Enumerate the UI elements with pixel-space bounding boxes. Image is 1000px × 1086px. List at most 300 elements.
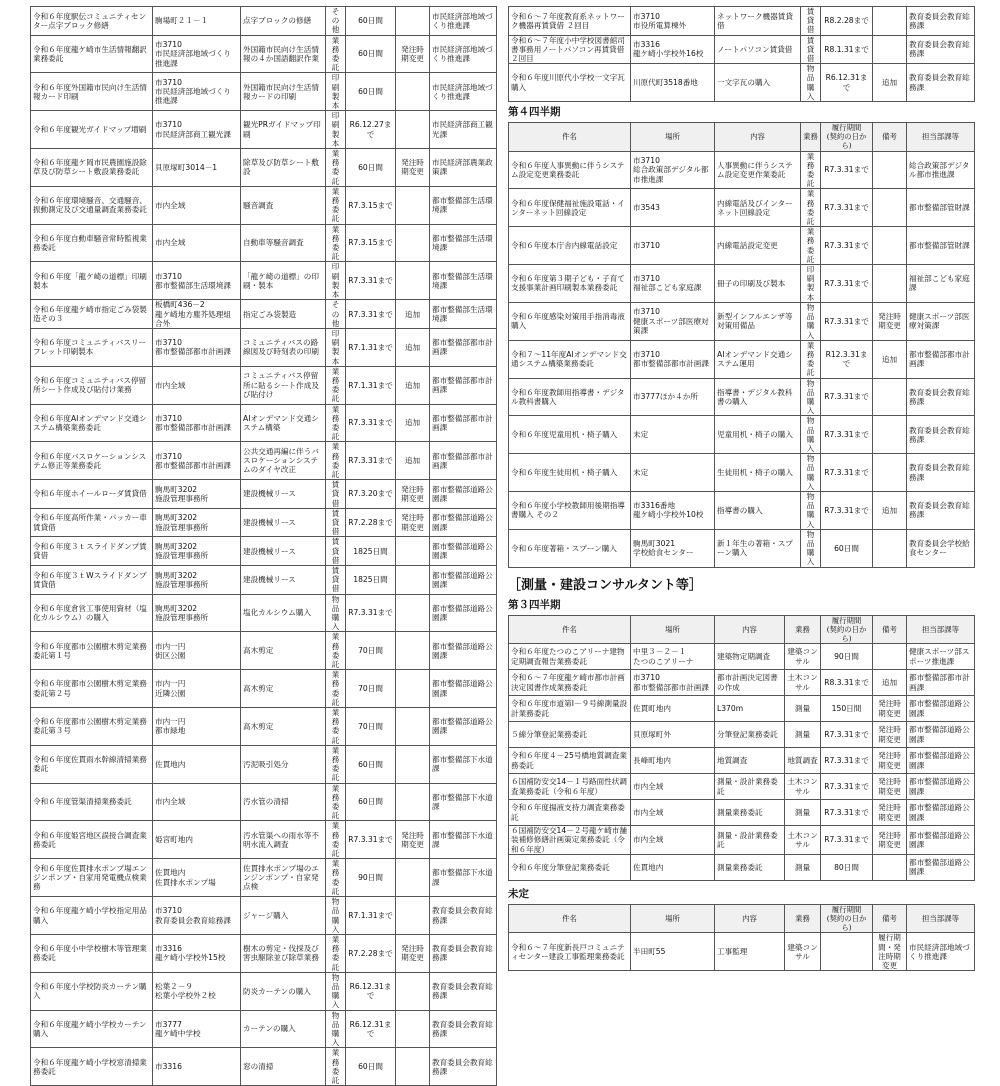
cell-content: 汚泥吸引処分 bbox=[241, 745, 326, 783]
cell-content: 除草及び防草シート敷設 bbox=[241, 149, 326, 187]
cell-content: 指導書・デジタル教科書の購入 bbox=[715, 378, 801, 416]
cell-type: 業務委託 bbox=[326, 745, 346, 783]
cell-type: 印刷製本 bbox=[326, 262, 346, 300]
cell-name: 令和６年度倉営工事使用資材（塩化カルシウム）の購入 bbox=[31, 594, 153, 632]
header-note: 備考 bbox=[873, 123, 907, 152]
cell-dept: 都市整備部生活環境課 bbox=[430, 300, 497, 329]
cell-type: 土木コンサル bbox=[785, 826, 821, 855]
cell-type: 賃貸借 bbox=[326, 565, 346, 594]
cell-dept: 都市整備部下水道課 bbox=[430, 859, 497, 897]
cell-type: 業務委託 bbox=[326, 35, 346, 73]
cell-place: 市内一円 街区公園 bbox=[153, 632, 241, 670]
cell-dept: 都市整備部道路公園課 bbox=[430, 708, 497, 746]
table-row bbox=[31, 670, 497, 708]
header-dept: 担当部課等 bbox=[907, 904, 975, 933]
cell-type: 業務委託 bbox=[326, 783, 346, 821]
cell-content: AIオンデマンド交通システム運用 bbox=[715, 340, 801, 378]
cell-place: 市内全域 bbox=[153, 366, 241, 404]
cell-name: 令和６年度本庁舎内線電話設定 bbox=[509, 227, 631, 265]
cell-period: R7.3.31まで bbox=[821, 800, 873, 826]
cell-place: 市3777ほか４か所 bbox=[631, 378, 715, 416]
cell-content: 内線電話及びインターネット回線設定 bbox=[715, 189, 801, 227]
header-row bbox=[509, 615, 975, 644]
cell-period: 60日間 bbox=[346, 745, 396, 783]
cell-period: 60日間 bbox=[346, 783, 396, 821]
table-row bbox=[509, 454, 975, 492]
cell-place: 川原代町3518番地 bbox=[631, 64, 715, 102]
cell-note: 発注時期変更 bbox=[396, 480, 430, 509]
cell-period: R7.3.31まで bbox=[821, 416, 873, 454]
table-row bbox=[31, 897, 497, 935]
cell-period: 70日間 bbox=[346, 708, 396, 746]
cell-type: 業務委託 bbox=[326, 934, 346, 972]
cell-name: 令和６年度AIオンデマンド交通システム構築業務委託 bbox=[31, 404, 153, 442]
cell-place: 市3543 bbox=[631, 189, 715, 227]
cell-note bbox=[396, 859, 430, 897]
cell-dept: 健康スポーツ部医療対策課 bbox=[907, 302, 975, 340]
cell-period: 1825日間 bbox=[346, 537, 396, 566]
table-row bbox=[31, 632, 497, 670]
table-row bbox=[509, 340, 975, 378]
cell-place: 半田町55 bbox=[631, 933, 715, 971]
table-row bbox=[31, 300, 497, 329]
cell-period: R7.3.31まで bbox=[821, 378, 873, 416]
cell-content: 騒音調査 bbox=[241, 186, 326, 224]
cell-dept: 都市整備部下水道課 bbox=[430, 821, 497, 859]
cell-dept: 市民経済部農業政策課 bbox=[430, 149, 497, 187]
cell-period bbox=[821, 933, 873, 971]
cell-type: 業務委託 bbox=[326, 404, 346, 442]
cell-dept: 市民経済部地域づくり推進課 bbox=[430, 7, 497, 36]
cell-place: 市3710 教育委員会教育総務課 bbox=[153, 897, 241, 935]
cell-note bbox=[873, 378, 907, 416]
table-row bbox=[509, 227, 975, 265]
cell-dept: 教育委員会教育総務課 bbox=[430, 934, 497, 972]
table-row bbox=[31, 821, 497, 859]
cell-content: コミュニティバス停留所に貼るシート作成及び貼付け bbox=[241, 366, 326, 404]
cell-dept: 都市整備部生活環境課 bbox=[430, 186, 497, 224]
cell-dept: 都市整備部道路公園課 bbox=[430, 508, 497, 537]
cell-note bbox=[873, 854, 907, 880]
table-row bbox=[509, 7, 975, 36]
table-row bbox=[509, 774, 975, 800]
cell-content: 外国籍市民向け生活情報の４か国語翻訳作業 bbox=[241, 35, 326, 73]
cell-period: R7.3.20まで bbox=[346, 480, 396, 509]
cell-name: 令和６年度都市公園樹木剪定業務委託第２号 bbox=[31, 670, 153, 708]
cell-place: 姫宮町地内 bbox=[153, 821, 241, 859]
cell-type: その他 bbox=[326, 7, 346, 36]
cell-place: 市3316番地 龍ケ崎小学校外10校 bbox=[631, 491, 715, 529]
table-row bbox=[31, 934, 497, 972]
cell-place: 佐貫地内 佐貫排水ポンプ場 bbox=[153, 859, 241, 897]
cell-type: 賃貸借 bbox=[801, 7, 821, 36]
cell-place: 駒馬町3202 施設管理事務所 bbox=[153, 508, 241, 537]
cell-note bbox=[396, 111, 430, 149]
cell-period: R7.2.28まで bbox=[346, 934, 396, 972]
cell-note: 追加 bbox=[396, 404, 430, 442]
quarter4-table bbox=[508, 122, 975, 568]
cell-note bbox=[396, 73, 430, 111]
cell-place: 市3316 龍ケ崎小学校外16校 bbox=[631, 35, 715, 64]
cell-name: 令和６年度第３期子ども・子育て支援事業計画印刷製本業務委託 bbox=[509, 265, 631, 303]
cell-period: R6.12.27まで bbox=[346, 111, 396, 149]
table-row bbox=[31, 262, 497, 300]
header-name: 件名 bbox=[509, 615, 631, 644]
cell-type: 業務委託 bbox=[326, 632, 346, 670]
cell-content: 内線電話設定変更 bbox=[715, 227, 801, 265]
cell-note bbox=[873, 265, 907, 303]
cell-name: 令和６年度揚液支持力調査業務委託 bbox=[509, 800, 631, 826]
cell-place: 市内全域 bbox=[631, 774, 715, 800]
cell-dept: 教育委員会学校給食センター bbox=[907, 529, 975, 567]
cell-name: 令和６年度教師用指導書・デジタル教科書購入 bbox=[509, 378, 631, 416]
header-row bbox=[509, 123, 975, 152]
cell-type: 業務委託 bbox=[326, 708, 346, 746]
cell-period: R7.3.31まで bbox=[821, 454, 873, 492]
cell-period: 80日間 bbox=[821, 854, 873, 880]
cell-name: 令和６年度龍ケ崎小学校カーテン購入 bbox=[31, 1010, 153, 1048]
cell-type: 測量 bbox=[785, 800, 821, 826]
cell-period: R7.3.31まで bbox=[821, 265, 873, 303]
cell-type: 業務委託 bbox=[326, 186, 346, 224]
cell-dept: 都市整備部下水道課 bbox=[430, 745, 497, 783]
cell-note: 発注時期変更 bbox=[873, 748, 907, 774]
cell-note bbox=[396, 1048, 430, 1086]
cell-dept: 教育委員会教育総務課 bbox=[430, 1048, 497, 1086]
cell-dept: 市民経済部地域づくり推進課 bbox=[430, 35, 497, 73]
table-row bbox=[31, 480, 497, 509]
header-type: 業務 bbox=[785, 904, 821, 933]
cell-name: 令和６年度生徒用机・椅子購入 bbox=[509, 454, 631, 492]
cell-place: 市内全域 bbox=[153, 186, 241, 224]
table-row bbox=[509, 35, 975, 64]
cell-content: 測量・設計業務委託 bbox=[715, 774, 785, 800]
cell-dept: 都市整備部道路公園課 bbox=[430, 480, 497, 509]
cell-content: 一文字瓦の購入 bbox=[715, 64, 801, 102]
cell-type: 業務委託 bbox=[326, 442, 346, 480]
cell-dept: 都市整備部管財課 bbox=[907, 227, 975, 265]
cell-note bbox=[873, 416, 907, 454]
cell-note: 発注時期変更 bbox=[396, 508, 430, 537]
cell-content: 建設機械リース bbox=[241, 565, 326, 594]
cell-note: 発注時期変更 bbox=[873, 826, 907, 855]
cell-note bbox=[396, 783, 430, 821]
cell-name: 令和６年度観光ガイドマップ増刷 bbox=[31, 111, 153, 149]
cell-type: 測量 bbox=[785, 696, 821, 722]
cell-name: 令和６年度３ｔスライドダンプ賃貸借 bbox=[31, 537, 153, 566]
cell-type: 物品購入 bbox=[801, 454, 821, 492]
cell-place: 市3710 福祉部こども家庭課 bbox=[631, 265, 715, 303]
cell-type: 業務委託 bbox=[801, 189, 821, 227]
table-row bbox=[31, 708, 497, 746]
cell-period: R8.3.31まで bbox=[821, 670, 873, 696]
cell-dept: 都市整備部都市計画課 bbox=[907, 670, 975, 696]
header-place: 場所 bbox=[631, 615, 715, 644]
cell-note: 発注時期変更 bbox=[873, 774, 907, 800]
cell-period: 90日間 bbox=[821, 644, 873, 670]
cell-place: 松葉２－９ 松葉小学校外２校 bbox=[153, 972, 241, 1010]
header-dept: 担当部課等 bbox=[907, 615, 975, 644]
cell-period: R7.1.31まで bbox=[346, 366, 396, 404]
cell-dept: 都市整備部都市計画課 bbox=[430, 366, 497, 404]
cell-type: 業務委託 bbox=[801, 227, 821, 265]
cell-period: 70日間 bbox=[346, 632, 396, 670]
cell-content: 建設機械リース bbox=[241, 537, 326, 566]
cell-note: 発注時期変更 bbox=[873, 722, 907, 748]
cell-type: 物品購入 bbox=[801, 529, 821, 567]
cell-content: 児童用机・椅子の購入 bbox=[715, 416, 801, 454]
cell-note: 追加 bbox=[873, 340, 907, 378]
cell-period: R7.3.31まで bbox=[821, 774, 873, 800]
cell-content: 外国籍市民向け生活情報カードの印刷 bbox=[241, 73, 326, 111]
cell-content: 自動車等騒音調査 bbox=[241, 224, 326, 262]
cell-place: 市3710 健康スポーツ部医療対策課 bbox=[631, 302, 715, 340]
table-row bbox=[509, 722, 975, 748]
cell-note: 発注時期変更 bbox=[396, 149, 430, 187]
cell-content: L370m bbox=[715, 696, 785, 722]
cell-name: 令和６年度感染対策用手指消毒液購入 bbox=[509, 302, 631, 340]
cell-period: R7.3.31まで bbox=[346, 404, 396, 442]
cell-period: 60日間 bbox=[346, 149, 396, 187]
cell-content: 「龍ケ崎の道標」の印刷・製本 bbox=[241, 262, 326, 300]
cell-period: R7.3.31まで bbox=[346, 442, 396, 480]
cell-name: 令和６～７年度龍ケ崎市都市計画決定図書作成業務委託 bbox=[509, 670, 631, 696]
cell-content: 新型インフルエンザ等対策用備品 bbox=[715, 302, 801, 340]
table-row bbox=[31, 366, 497, 404]
cell-content: 測量・設計業務委託 bbox=[715, 826, 785, 855]
cell-dept: 教育委員会教育総務課 bbox=[907, 416, 975, 454]
cell-note: 追加 bbox=[873, 64, 907, 102]
cell-period: R7.3.31まで bbox=[821, 722, 873, 748]
cell-content: 防炎カーテンの購入 bbox=[241, 972, 326, 1010]
cell-dept: 教育委員会教育総務課 bbox=[907, 64, 975, 102]
cell-content: ジャージ購入 bbox=[241, 897, 326, 935]
cell-period: R6.12.31まで bbox=[821, 64, 873, 102]
cell-content: 指定ごみ袋製造 bbox=[241, 300, 326, 329]
cell-place: 市内一円 近隣公園 bbox=[153, 670, 241, 708]
cell-content: 分筆登記業務委託 bbox=[715, 722, 785, 748]
cell-period: R6.12.31まで bbox=[346, 972, 396, 1010]
cell-name: 令和６年度市道第Ⅰ－９号線測量設計業務委託 bbox=[509, 696, 631, 722]
cell-type: 賃貸借 bbox=[801, 35, 821, 64]
cell-name: 令和６年度自動車騒音常時監視業務委託 bbox=[31, 224, 153, 262]
cell-name: 令和６年度管渠清掃業務委託 bbox=[31, 783, 153, 821]
cell-dept: 都市整備部都市計画課 bbox=[430, 442, 497, 480]
cell-place: 佐貫地内 bbox=[631, 854, 715, 880]
cell-note: 追加 bbox=[396, 300, 430, 329]
cell-content: 生徒用机・椅子の購入 bbox=[715, 454, 801, 492]
cell-place: 市3710 都市整備部都市計画課 bbox=[153, 328, 241, 366]
cell-content: カーテンの購入 bbox=[241, 1010, 326, 1048]
cell-type: 印刷製本 bbox=[326, 111, 346, 149]
cell-place: 市3316 bbox=[153, 1048, 241, 1086]
cell-place: 駒馬町3202 施設管理事務所 bbox=[153, 480, 241, 509]
cell-note: 追加 bbox=[873, 670, 907, 696]
cell-note: 追加 bbox=[873, 491, 907, 529]
cell-note bbox=[873, 35, 907, 64]
cell-dept: 都市整備部都市計画課 bbox=[430, 328, 497, 366]
cell-note: 発注時期変更 bbox=[396, 934, 430, 972]
cell-type: 賃貸借 bbox=[326, 537, 346, 566]
cell-type: 業務委託 bbox=[326, 670, 346, 708]
cell-place: 市3710 市民経済部地域づくり推進課 bbox=[153, 35, 241, 73]
cell-dept: 総合政策部デジタル都市推進課 bbox=[907, 151, 975, 189]
table-row bbox=[509, 933, 975, 971]
table-row bbox=[31, 7, 497, 36]
cell-dept: 都市整備部道路公園課 bbox=[907, 748, 975, 774]
table-row bbox=[509, 151, 975, 189]
cell-dept: 都市整備部下水道課 bbox=[430, 783, 497, 821]
cell-content: 観光PRガイドマップ印刷 bbox=[241, 111, 326, 149]
cell-dept: 福祉部こども家庭課 bbox=[907, 265, 975, 303]
cell-type: 土木コンサル bbox=[785, 774, 821, 800]
cell-note bbox=[396, 594, 430, 632]
left-column bbox=[30, 6, 496, 1086]
table-row bbox=[509, 64, 975, 102]
cell-period: R8.1.31まで bbox=[821, 35, 873, 64]
cell-type: 測量 bbox=[785, 722, 821, 748]
cell-name: 令和６年度駅伝コミュニティセンター点字ブロック修繕 bbox=[31, 7, 153, 36]
cell-dept: 市民経済部地域づくり推進課 bbox=[430, 73, 497, 111]
cell-note bbox=[873, 644, 907, 670]
cell-type: 物品購入 bbox=[801, 64, 821, 102]
cell-content: 公共交通再編に伴うバスロケーションシステムのダイヤ改正 bbox=[241, 442, 326, 480]
cell-content: ノートパソコン賃貸借 bbox=[715, 35, 801, 64]
table-row bbox=[31, 745, 497, 783]
table-row bbox=[509, 696, 975, 722]
cell-note: 発注時期変更 bbox=[873, 696, 907, 722]
table-row bbox=[509, 416, 975, 454]
cell-period: 60日間 bbox=[821, 529, 873, 567]
table-row bbox=[31, 537, 497, 566]
cell-note bbox=[396, 565, 430, 594]
cell-place: 駒馬町3202 施設管理事務所 bbox=[153, 594, 241, 632]
cell-note: 発注時期変更 bbox=[396, 821, 430, 859]
cell-dept: 都市整備部道路公園課 bbox=[907, 800, 975, 826]
table-row bbox=[31, 508, 497, 537]
cell-content: 高木剪定 bbox=[241, 708, 326, 746]
table-row bbox=[31, 859, 497, 897]
cell-note: 追加 bbox=[396, 442, 430, 480]
cell-note: 発注時期変更 bbox=[396, 35, 430, 73]
cell-name: 令和６年度「龍ケ崎の道標」印刷製本 bbox=[31, 262, 153, 300]
table-row bbox=[509, 644, 975, 670]
cell-dept: 都市整備部道路公園課 bbox=[430, 632, 497, 670]
cell-dept: 都市整備部都市計画課 bbox=[430, 404, 497, 442]
cell-place: 市3710 市民経済部地域づくり推進課 bbox=[153, 73, 241, 111]
cell-content: 汚水管の清掃 bbox=[241, 783, 326, 821]
cell-period: 60日間 bbox=[346, 35, 396, 73]
cell-place: 市3710 都市整備部生活環境課 bbox=[153, 262, 241, 300]
cell-dept: 教育委員会教育総務課 bbox=[907, 378, 975, 416]
cell-name: ６国補防安交14－１号路面性状調査業務委託（令和６年度） bbox=[509, 774, 631, 800]
cell-name: 令和６年度保健福祉施設電話・インターネット回線設定 bbox=[509, 189, 631, 227]
cell-name: 令和６年度高所作業・パッカー車賃貸借 bbox=[31, 508, 153, 537]
cell-place: 中里３－２－１ たつのこアリーナ bbox=[631, 644, 715, 670]
cell-note: 履行期間・発注時期変更 bbox=[873, 933, 907, 971]
header-period: 履行期間 (契約の日から) bbox=[821, 615, 873, 644]
table-row bbox=[509, 670, 975, 696]
cell-name: 令和６年度コミュニティバスリーフレット印刷製本 bbox=[31, 328, 153, 366]
table-row bbox=[509, 189, 975, 227]
cell-period: 60日間 bbox=[346, 1048, 396, 1086]
cell-content: ネットワーク機器賃貸借 bbox=[715, 7, 801, 36]
cell-place: 市3710 市役所電算棟外 bbox=[631, 7, 715, 36]
cell-name: 令和６年度小中学校樹木等管理業務委託 bbox=[31, 934, 153, 972]
cell-note bbox=[396, 537, 430, 566]
cell-period: 1825日間 bbox=[346, 565, 396, 594]
cell-period: R6.12.31まで bbox=[346, 1010, 396, 1048]
cell-name: 令和６年度龍ケ崎小学校窓清掃業務委託 bbox=[31, 1048, 153, 1086]
cell-note bbox=[396, 1010, 430, 1048]
cell-content: 樹木の剪定・伐採及び害虫駆除並び除草業務 bbox=[241, 934, 326, 972]
cell-period: 150日間 bbox=[821, 696, 873, 722]
cell-place: 市内全域 bbox=[153, 783, 241, 821]
header-place: 場所 bbox=[631, 904, 715, 933]
cell-type: 物品購入 bbox=[801, 378, 821, 416]
cell-name: 令和６年度佐貫排水ポンプ場エンジンポンプ・自家用発電機点検業務 bbox=[31, 859, 153, 897]
cell-name: 令和６年度児童用机・椅子購入 bbox=[509, 416, 631, 454]
table-row bbox=[509, 854, 975, 880]
header-period: 履行期間 (契約の日から) bbox=[821, 123, 873, 152]
cell-place: 長峰町地内 bbox=[631, 748, 715, 774]
table-row bbox=[509, 529, 975, 567]
header-place: 場所 bbox=[631, 123, 715, 152]
cell-name: 令和６年度龍ケ崎市指定ごみ袋製造その３ bbox=[31, 300, 153, 329]
cell-content: 汚水管渠への雨水等不明水流入調査 bbox=[241, 821, 326, 859]
cell-place: 佐貫町地内 bbox=[631, 696, 715, 722]
cell-place: 板橋町436－2 龍ケ崎地方塵芥処理組合外 bbox=[153, 300, 241, 329]
cell-content: 工事監理 bbox=[715, 933, 785, 971]
cell-place: 駒場町２１－１ bbox=[153, 7, 241, 36]
table-row bbox=[31, 972, 497, 1010]
cell-name: 令和６～７年度教育系ネットワーク機器再賃貸借 ２回目 bbox=[509, 7, 631, 36]
cell-content: 測量業務委託 bbox=[715, 800, 785, 826]
cell-type: 建築コンサル bbox=[785, 933, 821, 971]
cell-place: 未定 bbox=[631, 454, 715, 492]
cell-content: 測量業務委託 bbox=[715, 854, 785, 880]
cell-period: R7.2.28まで bbox=[346, 508, 396, 537]
cell-period: 70日間 bbox=[346, 670, 396, 708]
cell-type: 業務委託 bbox=[326, 859, 346, 897]
header-note: 備考 bbox=[873, 615, 907, 644]
cell-name: 令和６年度３ｔWスライドダンプ賃貸借 bbox=[31, 565, 153, 594]
cell-note bbox=[873, 7, 907, 36]
cell-type: 業務委託 bbox=[326, 821, 346, 859]
table-row bbox=[31, 1048, 497, 1086]
cell-name: 令和６年度佐貫雨水幹線清掃業務委託 bbox=[31, 745, 153, 783]
table-row bbox=[509, 491, 975, 529]
cell-content: 人事異動に伴うシステム設定変更作業委託 bbox=[715, 151, 801, 189]
cell-note bbox=[873, 227, 907, 265]
cell-period: R7.3.15まで bbox=[346, 186, 396, 224]
table-row bbox=[31, 73, 497, 111]
cell-name: 令和６年度バスロケーションシステム修正等業務委託 bbox=[31, 442, 153, 480]
cell-note bbox=[396, 708, 430, 746]
quarter4-heading: 第４四半期 bbox=[508, 106, 561, 119]
header-dept: 担当部課等 bbox=[907, 123, 975, 152]
cell-place: 市3710 都市整備部都市計画課 bbox=[153, 442, 241, 480]
cell-content: 塩化カルシウム購入 bbox=[241, 594, 326, 632]
cell-dept: 都市整備部道路公園課 bbox=[907, 774, 975, 800]
cell-period: R7.3.31まで bbox=[346, 821, 396, 859]
cell-period: R7.3.31まで bbox=[821, 748, 873, 774]
cell-content: 建築物定期調査 bbox=[715, 644, 785, 670]
cell-note bbox=[873, 454, 907, 492]
header-name: 件名 bbox=[509, 123, 631, 152]
cell-name: 令和６年度分筆登記業務委託 bbox=[509, 854, 631, 880]
table-row bbox=[509, 800, 975, 826]
